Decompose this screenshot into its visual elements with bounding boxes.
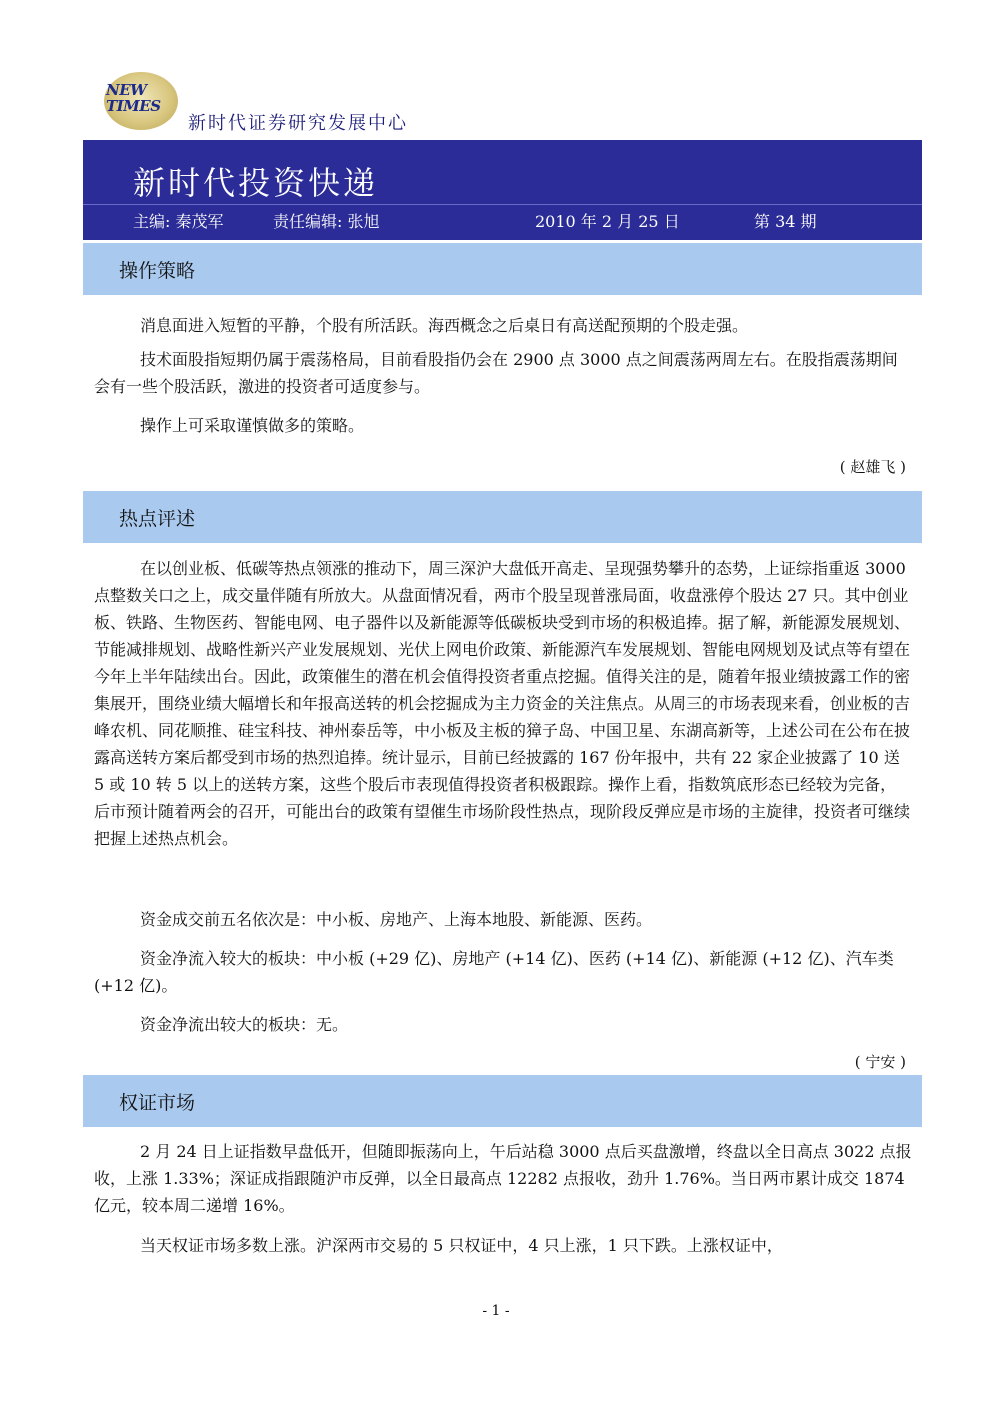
- paragraph: 在以创业板、低碳等热点领涨的推动下，周三深沪大盘低开高走、呈现强势攀升的态势，上证综指重返 3000 点整数关口之上，成交量伴随有所放大。从盘面情况看，两市个股呈现普涨局面，收盘涨停个股达 27 只。其中创业板、铁路、生物医药、智能电网、电子器件以及新能源等低碳板块受到市场的积极追捧。据了解，新能源发展规划、节能减排规划、战略性新兴产业发展规划、光伏上网电价政策、新能源汽车发展规划、智能电网规划及试点等有望在今年上半年陆续出台。因此，政策催生的潜在机会值得投资者重点挖掘。值得关注的是，随着年报业绩披露工作的密集展开，围绕业绩大幅增长和年报高送转的机会挖掘成为主力资金的关注焦点。从周三的市场表现来看，创业板的吉峰农机、同花顺推、硅宝科技、神州泰岳等，中小板及主板的獐子岛、中国卫星、东湖高新等，上述公司在公布在披露高送转方案后都受到市场的热烈追捧。统计显示，目前已经披露的 167 份年报中，共有 22 家企业披露了 10 送 5 或 10 转 5 以上的送转方案，这些个股后市表现值得投资者积极跟踪。操作上看，指数筑底形态已经较为完备，后市预计随着两会的召开，可能出台的政策有望催生市场阶段性热点，现阶段反弹应是市场的主旋律，投资者可继续把握上述热点机会。: [94, 559, 911, 848]
- author-credit: ( 宁安 ): [854, 1053, 906, 1071]
- org-name: 新时代证券研究发展中心: [188, 113, 408, 134]
- section-heading-label: 权证市场: [119, 1092, 196, 1114]
- paragraph: 资金成交前五名依次是：中小板、房地产、上海本地股、新能源、医药。: [140, 910, 653, 929]
- issue-date: 2010 年 2 月 25 日: [535, 212, 680, 231]
- author-credit: ( 赵雄飞 ): [839, 458, 906, 476]
- publication-title: 新时代投资快递: [133, 164, 379, 202]
- issue-number: 第 34 期: [754, 212, 817, 231]
- section-heading-hotspot: [83, 491, 922, 543]
- section-heading-label: 热点评述: [119, 508, 196, 530]
- section-heading-label: 操作策略: [119, 260, 196, 282]
- paragraph: 操作上可采取谨慎做多的策略。: [140, 416, 365, 435]
- page-number: - 1 -: [482, 1303, 510, 1319]
- chief-editor: 主编: 秦茂军: [133, 212, 224, 231]
- title-banner: [83, 140, 922, 240]
- paragraph: 资金净流入较大的板块：中小板 (+29 亿)、房地产 (+14 亿)、医药 (+14 亿)、新能源 (+12 亿)、汽车类 (+12 亿)。: [94, 949, 894, 995]
- new-times-logo: [104, 72, 178, 130]
- paragraph: 当天权证市场多数上涨。沪深两市交易的 5 只权证中，4 只上涨，1 只下跌。上涨权证中，: [140, 1236, 783, 1255]
- paragraph: 技术面股指短期仍属于震荡格局，目前看股指仍会在 2900 点 3000 点之间震荡两周左右。在股指震荡期间会有一些个股活跃，激进的投资者可适度参与。: [94, 350, 898, 396]
- banner-divider: [83, 204, 922, 205]
- paragraph: 2 月 24 日上证指数早盘低开，但随即振荡向上，午后站稳 3000 点后买盘激增，终盘以全日高点 3022 点报收，上涨 1.33%；深证成指跟随沪市反弹，以全日最高点 12282 点报收，劲升 1.76%。当日两市累计成交 1874 亿元，较本周二递增 16%。: [94, 1142, 912, 1215]
- section-heading-warrants: [83, 1075, 922, 1127]
- responsible-editor: 责任编辑: 张旭: [273, 212, 380, 231]
- paragraph: 资金净流出较大的板块：无。: [140, 1015, 349, 1034]
- paragraph: 消息面进入短暂的平静，个股有所活跃。海西概念之后桌日有高送配预期的个股走强。: [140, 316, 749, 335]
- logo-text: NEW TIMES: [106, 81, 161, 115]
- section-heading-strategy: [83, 243, 922, 295]
